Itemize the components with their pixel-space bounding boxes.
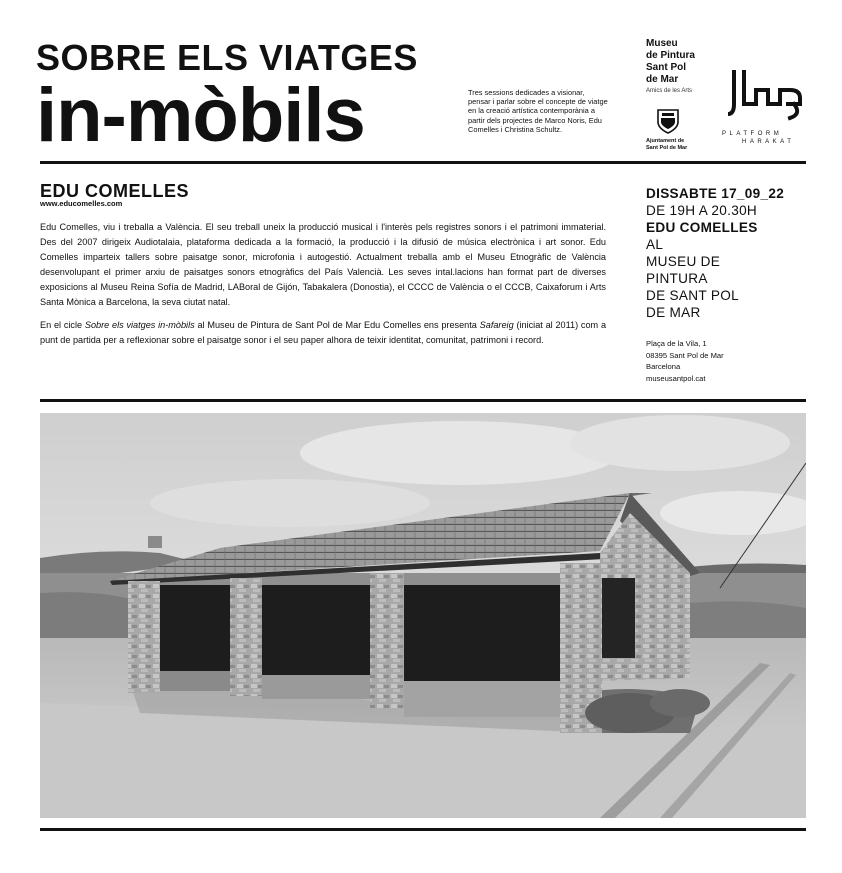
artist-name: EDU COMELLES (40, 181, 190, 201)
museum-logo-line: de Pintura (646, 50, 695, 61)
body-paragraph-2 (40, 318, 606, 348)
event-venue (646, 236, 739, 321)
work-title: Safareig (479, 319, 514, 330)
intro-text: Tres sessions dedicades a visionar, pensar i parlar sobre el concepte de viatge en la creació artística contemporània a partir dels projectes de Marco Noris, Edu Comelles i Christina Schultz. (468, 88, 608, 134)
ajuntament-label (646, 138, 706, 151)
museum-logo-line: Sant Pol (646, 62, 687, 73)
address-line: Barcelona (646, 362, 681, 372)
artist-website-link[interactable]: www.educomelles.com (40, 199, 123, 208)
middle-divider (40, 399, 806, 402)
amics-label: Amics de les Arts (646, 88, 693, 94)
safareig-photo (40, 413, 806, 818)
cycle-title: Sobre els viatges in-mòbils (84, 319, 195, 330)
harakat-logo-icon (728, 68, 806, 124)
address-line: 08395 Sant Pol de Mar (646, 350, 724, 360)
body-paragraph-1: Edu Comelles, viu i treballa a València. El seu treball uneix la producció musical i l'interès pels registres sonors i el patrimoni immaterial. Des del 2007 dirigeix Audiotalaia, plataforma dedicada a la formació, la producció i la difusió de música electrònica i art sonor. Edu Comelles imparteix tallers sobre paisatge sonor, microfonia i autogestió. Actualment treballa amb el Museu Etnogràfic de València desenvolupant el primer arxiu de paisatges sonors etnogràfics del País Valencià. Les seves intal.lacions han format part de diverses exposicions al Museu Reina Sofía de Madrid, LABoral de Gijón, Tabakalera (Donostia), el CCCC de València o el CCCB, Caixaforum i Arts Santa Mònica a Barcelona, la seva ciutat natal. (40, 222, 606, 308)
body-text-span: al Museu de Pintura de Sant Pol de Mar Edu Comelles ens presenta (194, 319, 480, 330)
title-line-1: SOBRE ELS VIATGES (36, 37, 418, 78)
top-divider (40, 161, 806, 164)
harakat-line: HARAKAT (742, 139, 795, 145)
museum-logo-line: Museu (646, 38, 678, 49)
harakat-line: PLATFORM (722, 131, 783, 137)
bottom-divider (40, 828, 806, 831)
museum-website-link[interactable]: museusantpol.cat (646, 373, 706, 383)
venue-line: AL (646, 237, 664, 252)
museum-logo-line: de Mar (646, 74, 679, 85)
venue-line: DE SANT POL (646, 288, 739, 303)
harakat-label (722, 130, 794, 146)
body-text-span: En el cicle (40, 319, 85, 330)
venue-line: DE MAR (646, 305, 701, 320)
ajuntament-shield-icon (653, 106, 683, 136)
event-address (646, 338, 724, 384)
museum-logo (646, 38, 726, 86)
venue-line: MUSEU DE (646, 254, 721, 269)
ajuntament-line: Ajuntament de (646, 138, 685, 144)
venue-line: PINTURA (646, 271, 708, 286)
event-date: DISSABTE 17_09_22 (646, 186, 785, 201)
ajuntament-line: Sant Pol de Mar (646, 144, 688, 151)
event-artist: EDU COMELLES (646, 220, 758, 235)
event-time: DE 19H A 20.30H (646, 203, 758, 218)
body-text-span: (iniciat al 2011) com a punt de partida per a reflexionar sobre el paisatge sonor i el seu paper alhora de teixir identitat, comunitat, patrimoni i record. (40, 319, 607, 345)
title-line-2: in-mòbils (36, 73, 365, 158)
address-line: Plaça de la Vila, 1 (646, 339, 707, 348)
body-text (40, 220, 606, 355)
